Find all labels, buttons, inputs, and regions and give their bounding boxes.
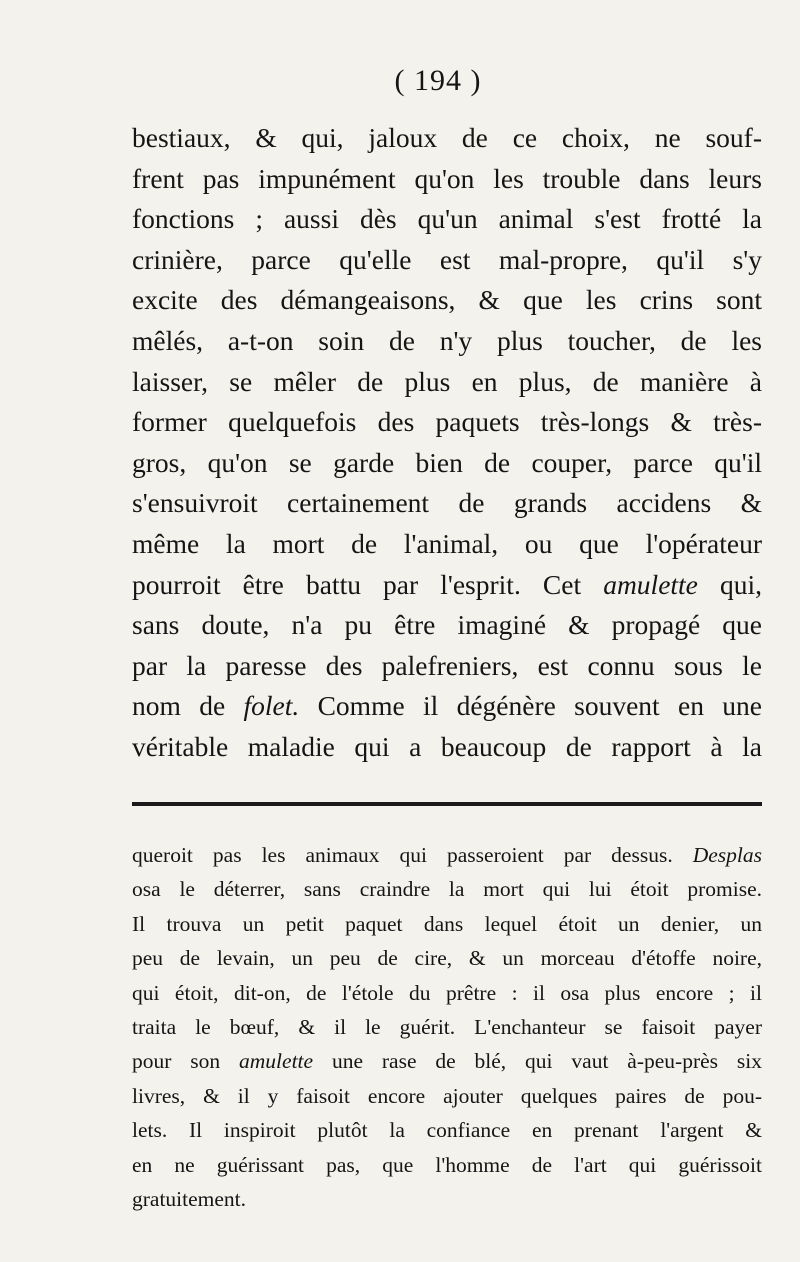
text-segment: gratuitement. (132, 1186, 247, 1211)
main-text-line (132, 402, 762, 443)
text-segment: lets. Il inspiroit plutôt la confiance en prenant l'argent & (132, 1118, 762, 1143)
text-segment: fonctions ; aussi dès qu'un animal s'est frotté la (132, 203, 762, 235)
text-segment: véritable maladie qui a beaucoup de rapport à la (132, 730, 762, 762)
footnote-block (132, 838, 762, 1216)
footnote-line (132, 941, 762, 975)
main-text-line (132, 280, 762, 321)
text-segment: qui, (697, 568, 762, 600)
text-segment: queroit pas les animaux qui passeroient par dessus. (132, 843, 693, 867)
italic-text: amulette (239, 1049, 314, 1074)
text-segment: excite des démangeaisons, & que les crins sont (132, 284, 762, 316)
italic-text: Desplas (692, 843, 762, 867)
text-segment: former quelquefois des paquets très-longs & très- (132, 406, 762, 438)
main-text-line (132, 159, 762, 200)
main-text-block (132, 118, 762, 768)
text-segment: mêlés, a-t-on soin de n'y plus toucher, de les (132, 324, 762, 356)
footnote-line (132, 1148, 762, 1182)
text-segment: Il trouva un petit paquet dans lequel étoit un denier, un (132, 911, 762, 936)
text-segment: Comme il dégénère souvent en une (299, 690, 762, 722)
footnote-line (132, 1079, 762, 1113)
italic-text: amulette (603, 568, 698, 600)
text-segment: frent pas impunément qu'on les trouble dans leurs (132, 162, 762, 194)
main-text-line (132, 199, 762, 240)
footnote-line (132, 838, 762, 872)
footnote-line (132, 1182, 762, 1216)
text-segment: traita le bœuf, & il le guérit. L'enchanteur se faisoit payer (132, 1014, 762, 1039)
footnote-line (132, 976, 762, 1010)
text-segment: nom de (132, 690, 244, 722)
main-text-line (132, 524, 762, 565)
main-text-line (132, 605, 762, 646)
footnote-separator-rule (132, 802, 762, 806)
text-segment: par la paresse des palefreniers, est connu sous le (132, 649, 762, 681)
text-segment: en ne guérissant pas, que l'homme de l'art qui guérissoit (132, 1152, 762, 1177)
text-segment: s'ensuivroit certainement de grands accidens & (132, 487, 762, 519)
text-segment: pourroit être battu par l'esprit. Cet (132, 568, 604, 600)
main-text-line (132, 443, 762, 484)
main-text-line (132, 362, 762, 403)
footnote-line (132, 1010, 762, 1044)
text-segment: crinière, parce qu'elle est mal-propre, qu'il s'y (132, 243, 762, 275)
text-segment: une rase de blé, qui vaut à-peu-près six (313, 1049, 762, 1074)
main-text-line (132, 483, 762, 524)
main-text-line (132, 321, 762, 362)
main-text-line (132, 118, 762, 159)
text-segment: livres, & il y faisoit encore ajouter quelques paires de pou- (132, 1083, 762, 1108)
text-segment: qui étoit, dit-on, de l'étole du prêtre : il osa plus encore ; il (132, 980, 762, 1005)
footnote-line (132, 1044, 762, 1078)
text-segment: osa le déterrer, sans craindre la mort qui lui étoit promise. (132, 877, 762, 902)
main-text-line (132, 565, 762, 606)
text-segment: peu de levain, un peu de cire, & un morceau d'étoffe noire, (132, 946, 762, 971)
main-text-line (132, 727, 762, 768)
text-segment: même la mort de l'animal, ou que l'opérateur (132, 527, 762, 559)
page-number: ( 194 ) (394, 64, 482, 97)
main-text-line (132, 240, 762, 281)
main-text-line (132, 686, 762, 727)
text-segment: gros, qu'on se garde bien de couper, parce qu'il (132, 446, 762, 478)
footnote-line (132, 907, 762, 941)
italic-text: folet. (243, 690, 300, 722)
text-segment: bestiaux, & qui, jaloux de ce choix, ne souf- (132, 122, 762, 153)
text-segment: sans doute, n'a pu être imaginé & propagé que (132, 609, 762, 641)
footnote-line (132, 1113, 762, 1147)
footnote-line (132, 872, 762, 906)
main-text-line (132, 646, 762, 687)
text-segment: pour son (132, 1049, 240, 1074)
text-segment: laisser, se mêler de plus en plus, de manière à (132, 365, 762, 397)
